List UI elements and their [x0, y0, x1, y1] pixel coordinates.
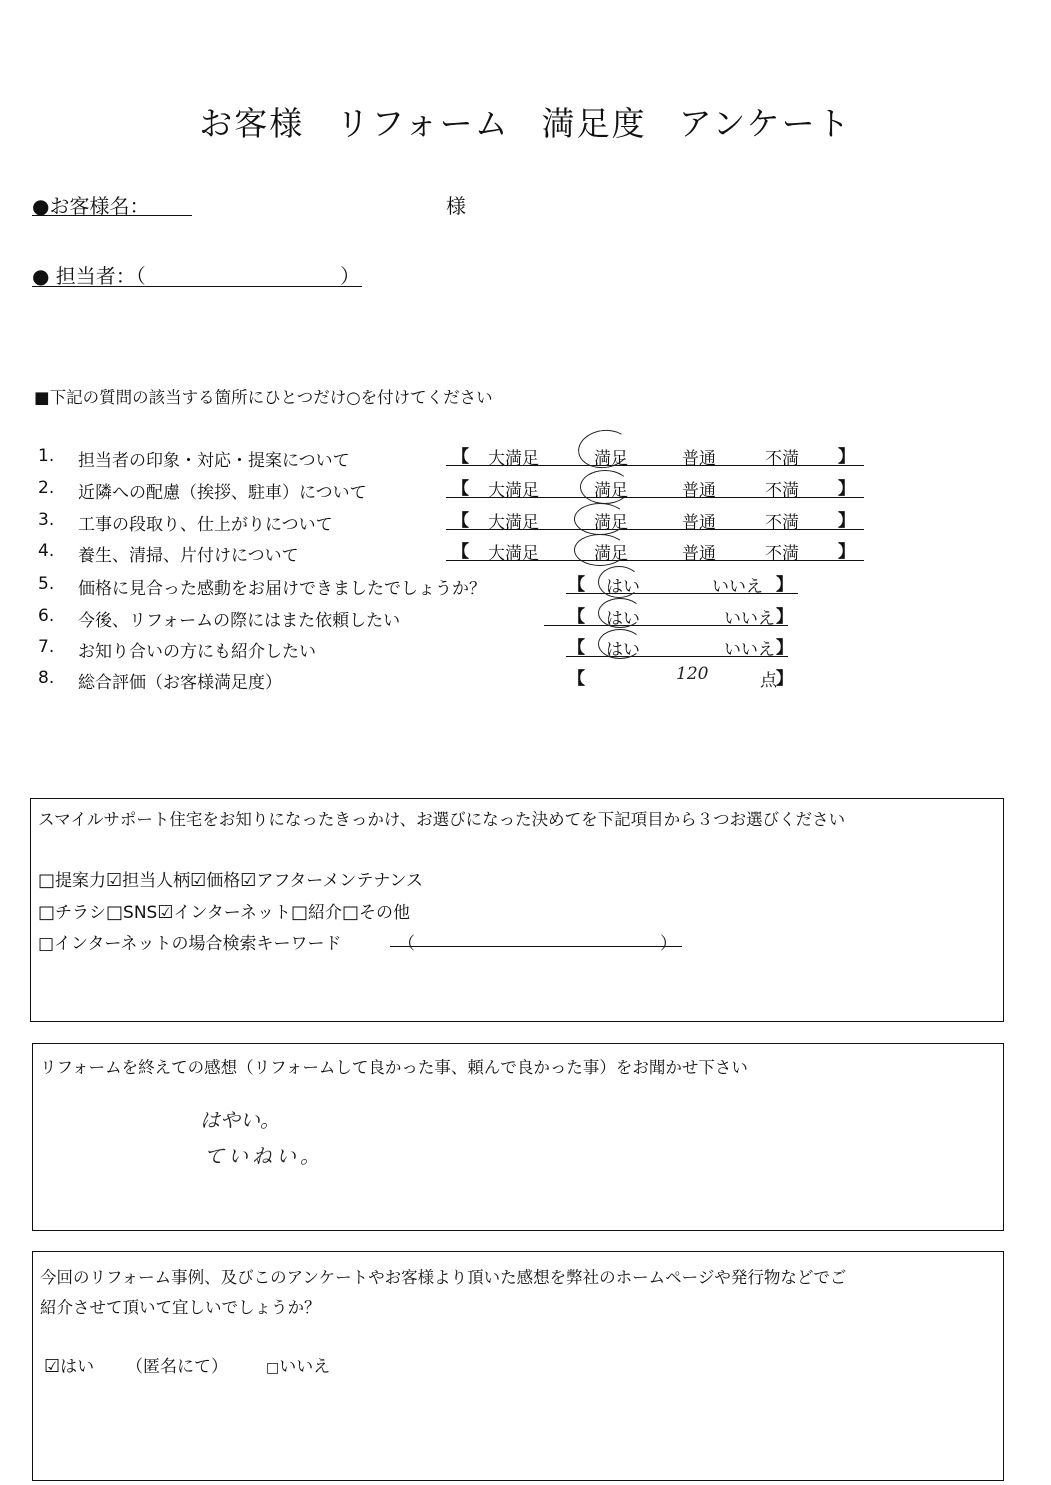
question-number: 3.	[38, 510, 55, 530]
option-dai-manzoku[interactable]: 大満足	[488, 513, 539, 533]
staff-underline	[32, 286, 362, 287]
checkbox[interactable]: □	[341, 902, 359, 923]
bracket-close: 】	[838, 479, 855, 499]
permission-question-line-2: 紹介させて頂いて宜しいでしょうか？	[40, 1298, 321, 1317]
question-underline	[446, 529, 864, 530]
permission-anon-note: （匿名にて）	[126, 1357, 228, 1377]
checkbox-label: 価格	[206, 871, 241, 891]
option-dai-manzoku[interactable]: 大満足	[488, 449, 539, 469]
answer-circle	[598, 598, 642, 628]
checkbox[interactable]: □	[290, 902, 308, 923]
question-text: 養生、清掃、片付けについて	[78, 546, 299, 566]
bracket-close: 】	[776, 669, 793, 689]
staff-label: ● 担当者：（	[32, 264, 146, 288]
checkbox-label: 担当人柄	[122, 871, 191, 891]
question-text: 工事の段取り、仕上がりについて	[78, 515, 333, 535]
bracket-close: 】	[776, 575, 793, 595]
bracket-open: 【	[452, 542, 469, 562]
option-manzoku[interactable]: 満足	[594, 513, 628, 533]
question-number: 7.	[38, 637, 55, 657]
bracket-open: 【	[452, 511, 469, 531]
checkbox-label: アフターメンテナンス	[256, 871, 424, 891]
option-fuman[interactable]: 不満	[765, 481, 799, 501]
instruction-text: ■下記の質問の該当する箇所にひとつだけ○を付けてください	[34, 388, 493, 407]
question-text: 価格に見合った感動をお届けできましたでしょうか？	[78, 579, 486, 599]
question-underline	[544, 625, 788, 626]
keyword-close: ）	[660, 934, 677, 954]
handwritten-line: ていねい。	[204, 1144, 324, 1168]
discovery-row-1	[38, 866, 423, 891]
option-futsu[interactable]: 普通	[682, 449, 716, 469]
bracket-close: 】	[776, 607, 793, 627]
question-number: 8.	[38, 668, 55, 688]
question-text: 担当者の印象・対応・提案について	[78, 451, 350, 471]
score-unit: 点	[760, 671, 777, 691]
checkbox[interactable]: □	[266, 1360, 280, 1376]
title-part: リフォーム	[336, 104, 510, 143]
keyword-open: （	[398, 934, 415, 954]
question-number: 4.	[38, 541, 55, 561]
question-text: お知り合いの方にも紹介したい	[78, 642, 316, 662]
option-dai-manzoku[interactable]: 大満足	[488, 481, 539, 501]
keyword-input-line[interactable]	[390, 946, 682, 947]
bracket-close: 】	[776, 638, 793, 658]
question-underline	[446, 465, 864, 466]
score-value[interactable]: 120	[676, 664, 709, 684]
bracket-open: 【	[568, 575, 585, 595]
option-manzoku[interactable]: 満足	[594, 449, 628, 469]
answer-circle	[574, 503, 626, 535]
checkbox[interactable]: ☑	[157, 902, 174, 923]
answer-circle	[574, 534, 626, 566]
discovery-row-2	[38, 898, 410, 923]
option-hai[interactable]: はい	[606, 577, 640, 597]
checkbox[interactable]: ☑	[106, 870, 123, 891]
page-title	[0, 98, 1051, 145]
bracket-open: 【	[452, 479, 469, 499]
question-text: 総合評価（お客様満足度）	[78, 673, 282, 693]
checkbox-label: その他	[359, 903, 410, 923]
checkbox[interactable]: ☑	[44, 1356, 61, 1377]
checkbox[interactable]: □	[38, 902, 56, 923]
question-text: 近隣への配慮（挨拶、駐車）について	[78, 483, 367, 503]
checkbox-label: 提案力	[55, 871, 107, 891]
question-number: 1.	[38, 446, 55, 466]
impressions-header: リフォームを終えての感想（リフォームして良かった事、頼んで良かった事）をお聞かせ下さい	[40, 1058, 748, 1077]
checkbox-label: はい	[60, 1357, 95, 1377]
option-fuman[interactable]: 不満	[765, 449, 799, 469]
permission-yes	[44, 1352, 94, 1377]
question-number: 5.	[38, 574, 55, 594]
option-hai[interactable]: はい	[606, 609, 640, 629]
option-dai-manzoku[interactable]: 大満足	[488, 544, 539, 564]
option-futsu[interactable]: 普通	[682, 544, 716, 564]
option-futsu[interactable]: 普通	[682, 513, 716, 533]
answer-circle	[598, 566, 640, 598]
keyword-label: □インターネットの場合検索キーワード	[38, 934, 342, 954]
checkbox[interactable]: ☑	[240, 870, 257, 891]
bracket-open: 【	[568, 669, 585, 689]
bracket-close: 】	[838, 542, 855, 562]
question-underline	[446, 560, 864, 561]
checkbox-label: いいえ	[279, 1357, 331, 1377]
checkbox-label: SNS	[123, 903, 158, 923]
title-part: アンケート	[678, 104, 852, 143]
answer-circle	[598, 629, 642, 659]
bracket-close: 】	[838, 511, 855, 531]
checkbox-label: インターネット	[173, 903, 291, 923]
bracket-open: 【	[568, 607, 585, 627]
question-underline	[446, 497, 864, 498]
checkbox[interactable]: □	[106, 902, 124, 923]
option-fuman[interactable]: 不満	[765, 544, 799, 564]
bracket-close: 】	[838, 447, 855, 467]
discovery-header: スマイルサポート住宅をお知りになったきっかけ、お選びになった決めてを下記項目から３つお選びください	[38, 810, 846, 829]
question-number: 6.	[38, 606, 55, 626]
option-iie[interactable]: いいえ	[724, 609, 775, 629]
staff-close: ）	[340, 264, 360, 288]
answer-circle	[580, 470, 630, 504]
checkbox[interactable]: ☑	[190, 870, 207, 891]
question-underline	[566, 593, 798, 594]
option-manzoku[interactable]: 満足	[594, 481, 628, 501]
bracket-open: 【	[452, 447, 469, 467]
option-iie[interactable]: いいえ	[712, 577, 763, 597]
question-underline	[566, 656, 788, 657]
option-manzoku[interactable]: 満足	[594, 544, 628, 564]
permission-question-line-1: 今回のリフォーム事例、及びこのアンケートやお客様より頂いた感想を弊社のホームページや発行物などでご	[40, 1268, 847, 1287]
title-part: お客様	[199, 104, 305, 143]
checkbox-label: 紹介	[307, 903, 342, 923]
question-text: 今後、リフォームの際にはまた依頼したい	[78, 611, 401, 631]
customer-name-underline	[32, 215, 192, 216]
customer-name-suffix: 様	[446, 194, 466, 218]
question-number: 2.	[38, 478, 55, 498]
permission-no	[266, 1352, 330, 1377]
option-hai[interactable]: はい	[606, 640, 640, 660]
option-iie[interactable]: いいえ	[724, 640, 775, 660]
customer-name-label: ●お客様名：	[32, 194, 150, 218]
bracket-open: 【	[568, 638, 585, 658]
title-part: 満足度	[541, 104, 647, 143]
checkbox[interactable]: □	[38, 870, 56, 891]
handwritten-line: はやい。	[200, 1108, 280, 1132]
option-futsu[interactable]: 普通	[682, 481, 716, 501]
checkbox-label: チラシ	[55, 903, 107, 923]
option-fuman[interactable]: 不満	[765, 513, 799, 533]
